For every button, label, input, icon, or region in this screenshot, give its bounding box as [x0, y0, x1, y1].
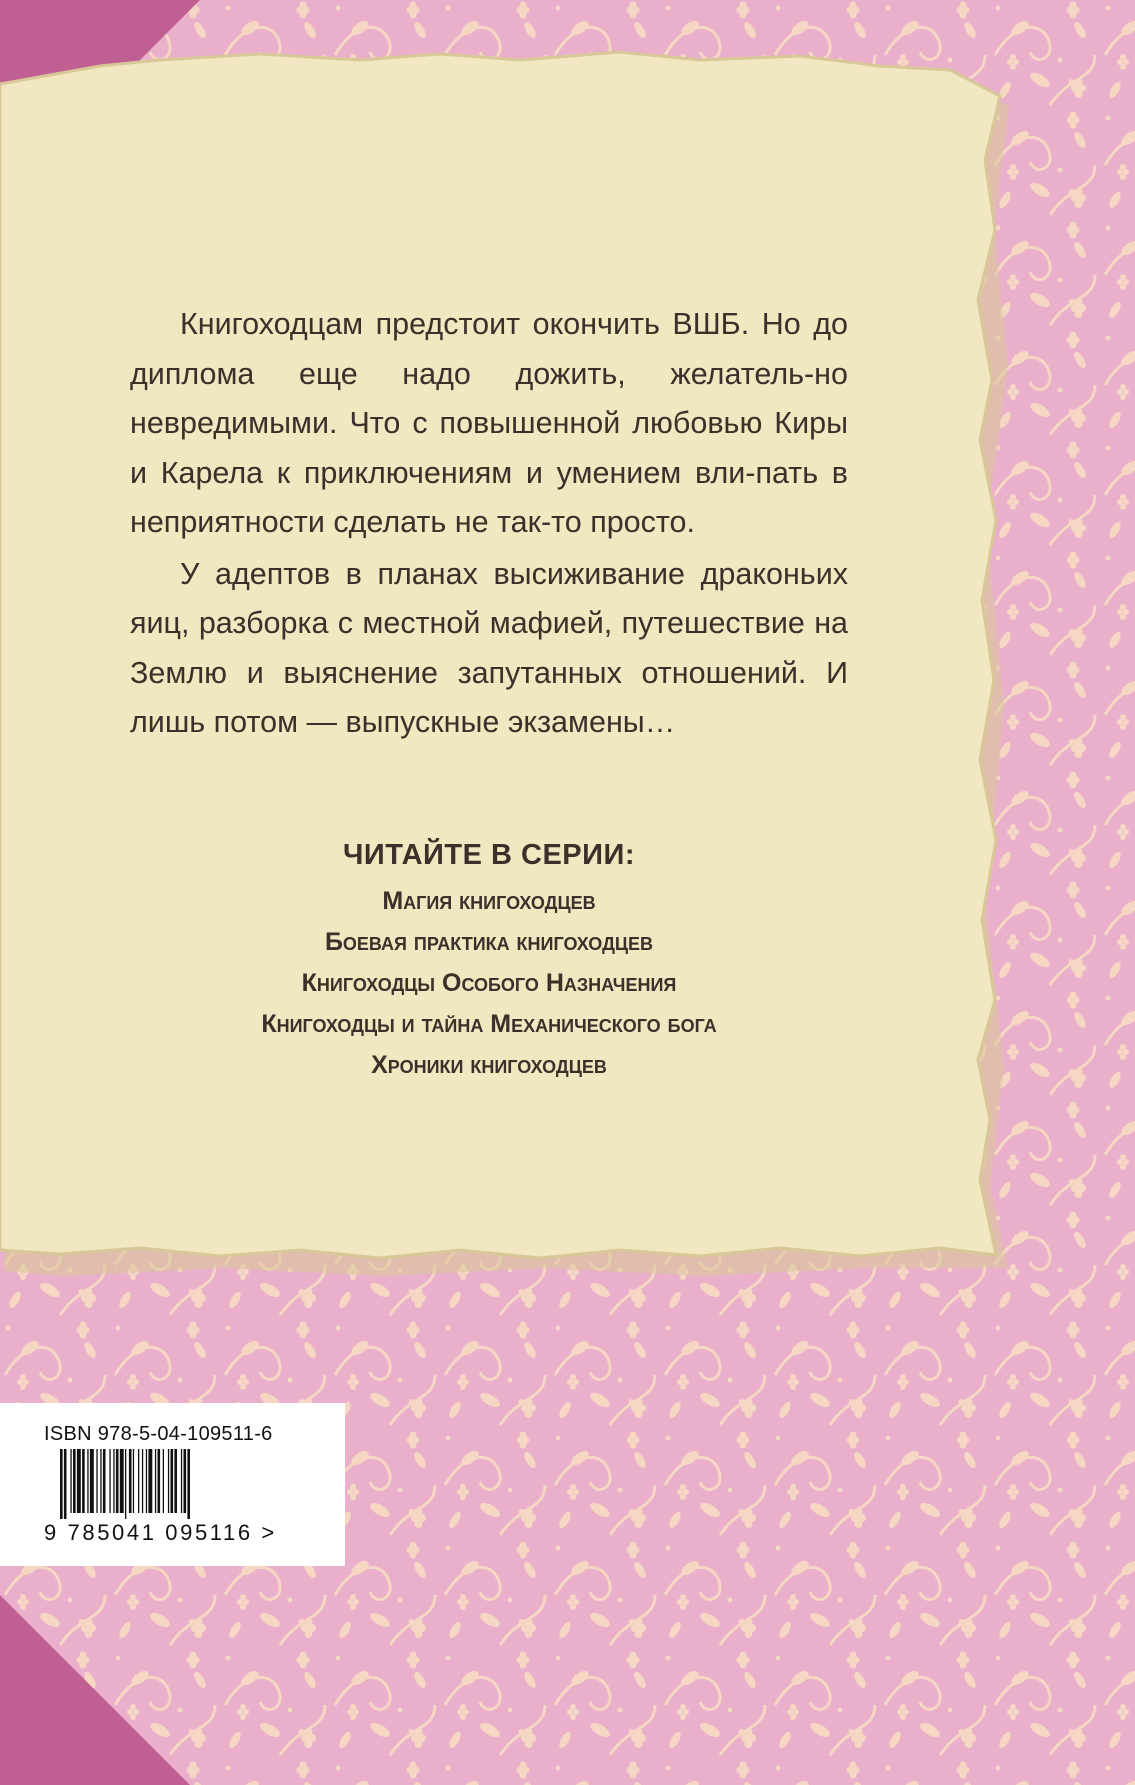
- barcode-bar: [90, 1449, 94, 1513]
- barcode-bar: [125, 1449, 126, 1519]
- barcode-bar: [138, 1449, 139, 1513]
- barcode-bar: [64, 1449, 67, 1519]
- barcode-bar: [174, 1449, 177, 1513]
- isbn-barcode-block: [0, 1403, 345, 1566]
- book-blurb: [130, 300, 848, 748]
- series-heading: ЧИТАЙТЕ В СЕРИИ:: [343, 839, 635, 871]
- barcode-bar: [142, 1449, 143, 1513]
- barcode-bar: [187, 1449, 190, 1519]
- series-title: Боевая практика книгоходцев: [324, 928, 654, 956]
- barcode: [60, 1449, 300, 1519]
- series-title: Книгоходцы Особого Назначения: [301, 969, 677, 997]
- barcode-bar: [109, 1449, 110, 1513]
- barcode-bar: [158, 1449, 161, 1513]
- barcode-bar: [100, 1449, 101, 1513]
- barcode-bar: [133, 1449, 134, 1513]
- barcode-bar: [103, 1449, 106, 1513]
- barcode-bar: [146, 1449, 147, 1513]
- barcode-bar: [116, 1449, 119, 1513]
- barcode-bar: [60, 1449, 63, 1519]
- barcode-bar: [120, 1449, 124, 1513]
- barcode-bar: [168, 1449, 169, 1513]
- barcode-bar: [87, 1449, 88, 1513]
- isbn-digits: 9 785041 095116 >: [44, 1520, 277, 1545]
- series-title: Хроники книгоходцев: [371, 1051, 607, 1079]
- barcode-bar: [82, 1449, 85, 1513]
- barcode-bar: [171, 1449, 174, 1513]
- series-title: Магия книгоходцев: [382, 887, 596, 915]
- barcode-bar: [129, 1449, 132, 1513]
- barcode-bar: [96, 1449, 97, 1513]
- barcode-bar: [70, 1449, 71, 1513]
- barcode-bar: [181, 1449, 182, 1513]
- series-list: [130, 835, 848, 1086]
- blurb-paragraph: У адептов в планах высиживание драконьих яиц, разборка с местной мафией, путешествие на Землю и выяснение запутанных отношений. И лишь потом — выпускные экзамены…: [130, 556, 848, 739]
- barcode-bar: [155, 1449, 156, 1513]
- barcode-bar: [148, 1449, 152, 1513]
- blurb-paragraph: Книгоходцам предстоит окончить ВШБ. Но до диплома еще надо дожить, желатель-но невредимыми. Что с повышенной любовью Киры и Карела к приключениям и умением вли-пать в неприятности сделать не так-то просто.: [130, 307, 848, 539]
- barcode-bar: [77, 1449, 81, 1513]
- barcode-bar: [113, 1449, 114, 1513]
- barcode-bar: [163, 1449, 164, 1513]
- isbn-label: ISBN 978-5-04-109511-6: [44, 1423, 273, 1445]
- barcode-bar: [184, 1449, 187, 1513]
- series-title: Книгоходцы и тайна Механического бога: [261, 1010, 717, 1038]
- barcode-bar: [73, 1449, 76, 1513]
